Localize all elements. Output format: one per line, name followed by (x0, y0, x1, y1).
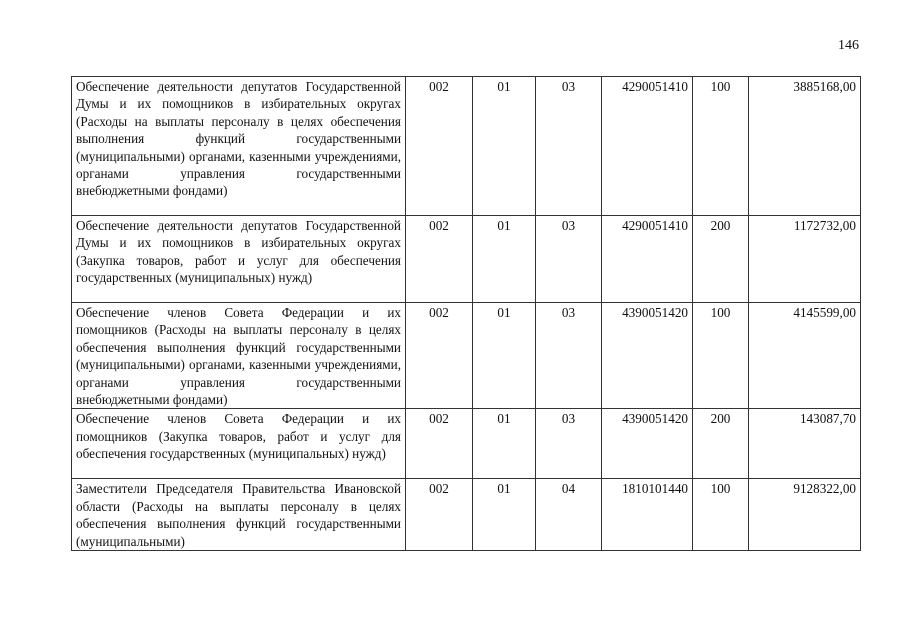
subsection-code: 03 (536, 409, 602, 479)
expense-type-code: 100 (693, 479, 749, 551)
row-description: Обеспечение деятельности депутатов Государственной Думы и их помощников в избирательных округах (Расходы на выплаты персоналу в целях обеспечения выполнения функций государственными (муниципальными) органами, казенными учреждениями, органами управления государственными внебюджетными фондами) (72, 77, 406, 216)
ministry-code: 002 (406, 479, 473, 551)
section-code: 01 (473, 479, 536, 551)
subsection-code: 03 (536, 303, 602, 409)
target-article-code: 4390051420 (602, 303, 693, 409)
expense-type-code: 200 (693, 216, 749, 303)
section-code: 01 (473, 409, 536, 479)
amount-value: 1172732,00 (749, 216, 861, 303)
amount-value: 143087,70 (749, 409, 861, 479)
target-article-code: 4290051410 (602, 77, 693, 216)
amount-value: 3885168,00 (749, 77, 861, 216)
ministry-code: 002 (406, 216, 473, 303)
table-row (72, 303, 861, 409)
ministry-code: 002 (406, 77, 473, 216)
section-code: 01 (473, 77, 536, 216)
row-description: Обеспечение деятельности депутатов Государственной Думы и их помощников в избирательных округах (Закупка товаров, работ и услуг для обеспечения государственных (муниципальных) нужд) (72, 216, 406, 303)
row-description: Обеспечение членов Совета Федерации и их помощников (Закупка товаров, работ и услуг для обеспечения государственных (муниципальных) нужд) (72, 409, 406, 479)
budget-table (71, 76, 861, 551)
row-description: Заместители Председателя Правительства Ивановской области (Расходы на выплаты персоналу в целях обеспечения выполнения функций государственными (муниципальными) (72, 479, 406, 551)
page-number: 146 (838, 38, 859, 53)
table-row (72, 216, 861, 303)
table-row (72, 77, 861, 216)
section-code: 01 (473, 303, 536, 409)
target-article-code: 4290051410 (602, 216, 693, 303)
expense-type-code: 200 (693, 409, 749, 479)
expense-type-code: 100 (693, 303, 749, 409)
amount-value: 4145599,00 (749, 303, 861, 409)
subsection-code: 04 (536, 479, 602, 551)
table-row (72, 479, 861, 551)
subsection-code: 03 (536, 77, 602, 216)
table-row (72, 409, 861, 479)
row-description: Обеспечение членов Совета Федерации и их помощников (Расходы на выплаты персоналу в целях обеспечения выполнения функций государственными (муниципальными) органами, казенными учреждениями, органами управления государственными внебюджетными фондами) (72, 303, 406, 409)
target-article-code: 1810101440 (602, 479, 693, 551)
subsection-code: 03 (536, 216, 602, 303)
ministry-code: 002 (406, 409, 473, 479)
section-code: 01 (473, 216, 536, 303)
amount-value: 9128322,00 (749, 479, 861, 551)
ministry-code: 002 (406, 303, 473, 409)
target-article-code: 4390051420 (602, 409, 693, 479)
expense-type-code: 100 (693, 77, 749, 216)
